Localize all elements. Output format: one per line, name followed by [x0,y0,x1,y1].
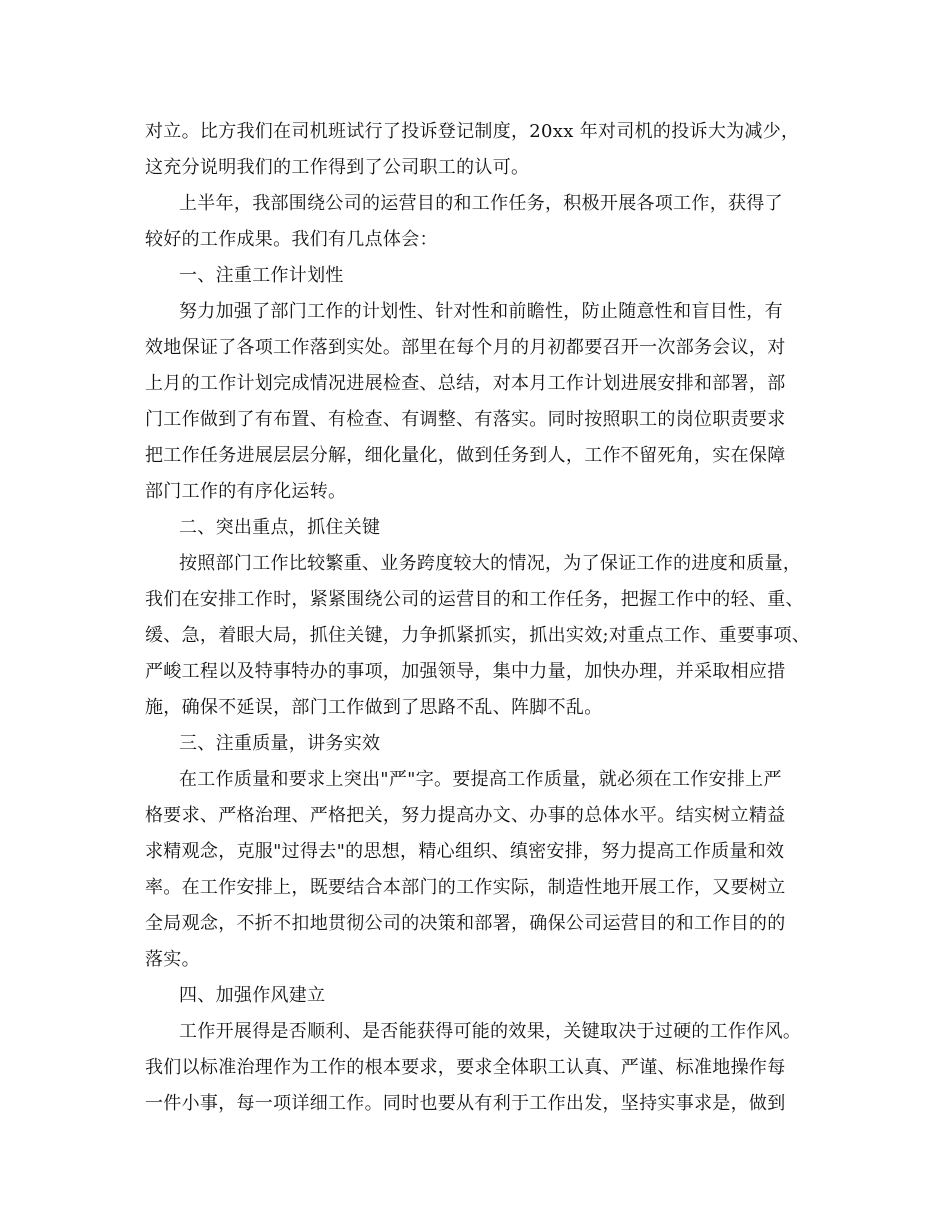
text-line: 缓、急，着眼大局，抓住关键，力争抓紧抓实，抓出实效;对重点工作、重要事项、 [145,625,811,646]
text-line: 二、突出重点，抓住关键 [179,517,381,538]
text-line: 四、加强作风建立 [179,985,326,1006]
text-line: 率。在工作安排上，既要结合本部门的工作实际，制造性地开展工作，又要树立 [145,877,786,898]
text-line: 效地保证了各项工作落到实处。部里在每个月的月初都要召开一次部务会议，对 [145,337,786,358]
text-line: 格要求、严格治理、严格把关，努力提高办文、办事的总体水平。结实树立精益 [145,805,786,826]
text-line: 工作开展得是否顺利、是否能获得可能的效果，关键取决于过硬的工作作风。 [179,1021,802,1042]
text-line: 努力加强了部门工作的计划性、针对性和前瞻性，防止随意性和盲目性，有 [179,301,783,322]
document-body [145,114,825,1122]
text-line: 严峻工程以及特事特办的事项，加强领导，集中力量，加快办理，并采取相应措 [145,661,786,682]
text-line: 全局观念，不折不扣地贯彻公司的决策和部署，确保公司运营目的和工作目的的 [145,913,786,934]
text-line: 一、注重工作计划性 [179,265,344,286]
text-line: 门工作做到了有布置、有检查、有调整、有落实。同时按照职工的岗位职责要求 [145,409,786,430]
text-line: 较好的工作成果。我们有几点体会： [145,229,438,250]
text-line: 这充分说明我们的工作得到了公司职工的认可。 [145,157,530,178]
text-line: 我们以标准治理作为工作的根本要求，要求全体职工认真、严谨、标准地操作每 [145,1057,786,1078]
text-line: 把工作任务进展层层分解，细化量化，做到任务到人，工作不留死角，实在保障 [145,445,786,466]
text-line: 部门工作的有序化运转。 [145,481,347,502]
text-line: 一件小事，每一项详细工作。同时也要从有利于工作出发，坚持实事求是，做到 [145,1093,786,1114]
text-line: 施，确保不延误，部门工作做到了思路不乱、阵脚不乱。 [145,697,603,718]
text-line: 我们在安排工作时，紧紧围绕公司的运营目的和工作任务，把握工作中的轻、重、 [145,589,804,610]
text-line: 三、注重质量，讲务实效 [179,733,381,754]
text-line: 在工作质量和要求上突出"严"字。要提高工作质量，就必须在工作安排上严 [179,769,782,790]
text-line: 落实。 [145,949,200,970]
text-line: 求精观念，克服"过得去"的思想，精心组织、缜密安排，努力提高工作质量和效 [145,841,785,862]
text-line: 对立。比方我们在司机班试行了投诉登记制度，20xx 年对司机的投诉大为减少， [145,121,800,142]
text-line: 按照部门工作比较繁重、业务跨度较大的情况，为了保证工作的进度和质量， [179,553,802,574]
text-line: 上月的工作计划完成情况进展检查、总结，对本月工作计划进展安排和部署，部 [145,373,786,394]
text-line: 上半年，我部围绕公司的运营目的和工作任务，积极开展各项工作，获得了 [179,193,783,214]
